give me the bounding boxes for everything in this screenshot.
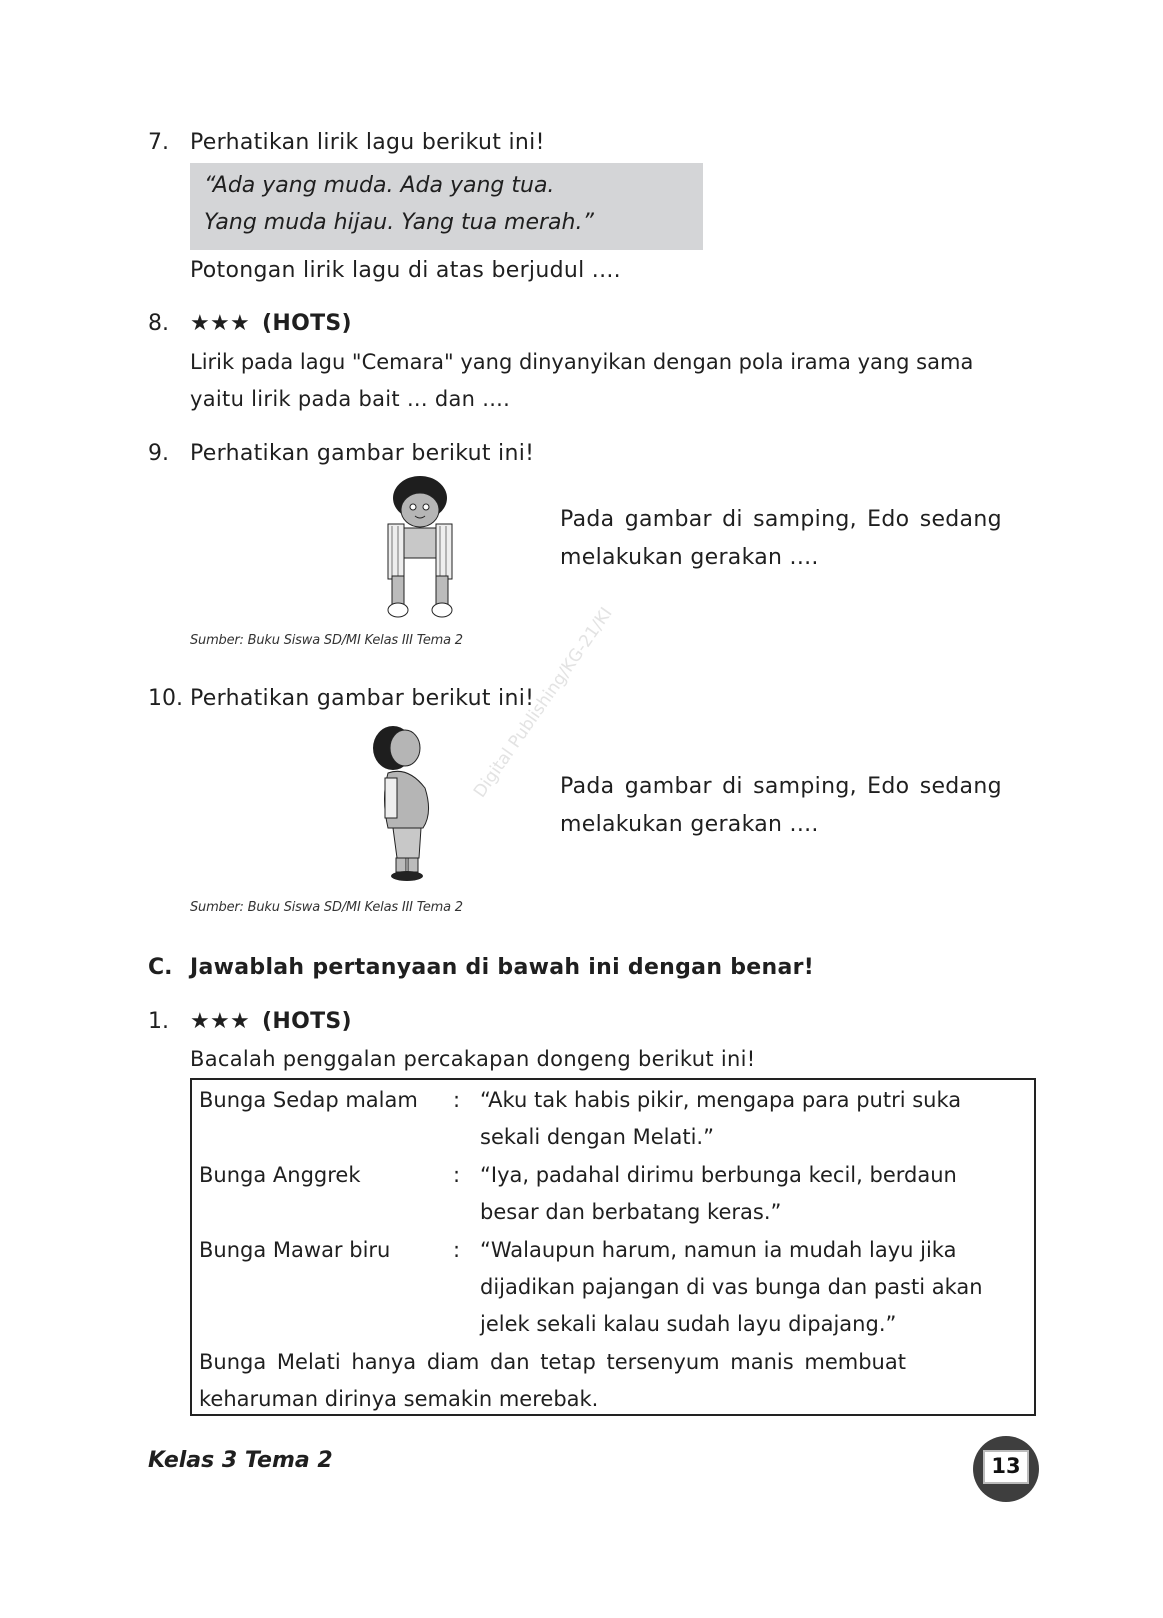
question-prompt: Perhatikan gambar berikut ini! [190, 441, 535, 466]
dialog-narration: keharuman dirinya semakin merebak. [199, 1387, 599, 1411]
section-letter: C. [148, 955, 173, 980]
question-side-text: melakukan gerakan .... [560, 545, 819, 570]
question-side-text: Pada gambar di samping, Edo sedang [560, 774, 1002, 799]
lyric-line: “Ada yang muda. Ada yang tua. [204, 173, 555, 198]
lyric-box [190, 163, 703, 250]
page-number: 13 [991, 1454, 1021, 1478]
dialog-colon: : [453, 1088, 461, 1112]
footer-title: Kelas 3 Tema 2 [148, 1448, 333, 1473]
watermark: Digital Publishing/KG-21/KI [470, 603, 617, 802]
hots-tag: (HOTS) [262, 311, 352, 336]
question-number: 9. [148, 441, 169, 466]
question-side-text: melakukan gerakan .... [560, 812, 819, 837]
question-number: 7. [148, 130, 169, 155]
question-prompt: Perhatikan lirik lagu berikut ini! [190, 130, 545, 155]
open-book-icon [983, 1450, 1029, 1484]
lyric-line: Yang muda hijau. Yang tua merah.” [204, 210, 594, 235]
dialog-line: besar dan berbatang keras.” [480, 1200, 782, 1224]
difficulty-stars: ★★★ [190, 311, 251, 336]
image-source-caption: Sumber: Buku Siswa SD/MI Kelas III Tema 2 [190, 900, 463, 915]
dialog-box [190, 1078, 1036, 1416]
dialog-speaker: Bunga Sedap malam [199, 1088, 418, 1112]
page-number-badge [973, 1436, 1039, 1502]
dialog-line: “Iya, padahal dirimu berbunga kecil, berdaun [480, 1163, 957, 1187]
question-number: 1. [148, 1009, 169, 1034]
question-number: 8. [148, 311, 169, 336]
dialog-narration: Bunga Melati hanya diam dan tetap tersenyum manis membuat [199, 1350, 906, 1374]
question-number: 10. [148, 686, 183, 711]
dialog-colon: : [453, 1163, 461, 1187]
question-side-text: Pada gambar di samping, Edo sedang [560, 507, 1002, 532]
boy-bending-backward-illustration [363, 718, 453, 883]
hots-tag: (HOTS) [262, 1009, 352, 1034]
dialog-line: jelek sekali kalau sudah layu dipajang.” [480, 1312, 897, 1336]
question-text-line: yaitu lirik pada bait ... dan .... [190, 387, 511, 411]
dialog-colon: : [453, 1238, 461, 1262]
image-source-caption: Sumber: Buku Siswa SD/MI Kelas III Tema 2 [190, 633, 463, 648]
question-prompt: Perhatikan gambar berikut ini! [190, 686, 535, 711]
question-intro: Bacalah penggalan percakapan dongeng berikut ini! [190, 1047, 756, 1071]
dialog-speaker: Bunga Mawar biru [199, 1238, 391, 1262]
dialog-line: “Aku tak habis pikir, mengapa para putri suka [480, 1088, 962, 1112]
dialog-line: “Walaupun harum, namun ia mudah layu jika [480, 1238, 957, 1262]
dialog-line: sekali dengan Melati.” [480, 1125, 714, 1149]
question-text-line: Lirik pada lagu "Cemara" yang dinyanyikan dengan pola irama yang sama [190, 350, 974, 374]
section-heading: Jawablah pertanyaan di bawah ini dengan benar! [190, 955, 815, 980]
question-follow-up: Potongan lirik lagu di atas berjudul .... [190, 258, 621, 283]
boy-bending-forward-illustration [380, 476, 460, 621]
difficulty-stars: ★★★ [190, 1009, 251, 1034]
dialog-speaker: Bunga Anggrek [199, 1163, 361, 1187]
dialog-line: dijadikan pajangan di vas bunga dan pasti akan [480, 1275, 983, 1299]
